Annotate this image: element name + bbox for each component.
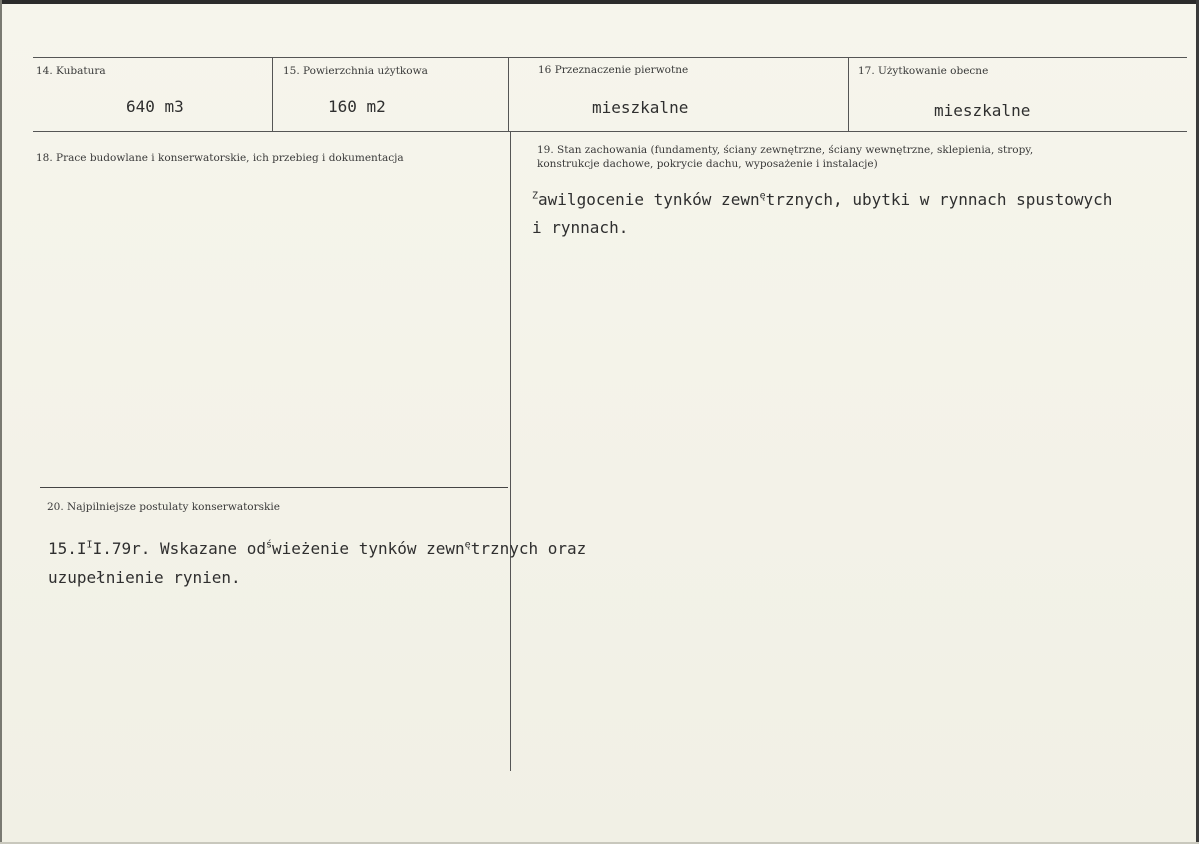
field-20-text-b: wieżenie tynków zewn	[272, 539, 465, 558]
field-17-label: 17. Użytkowanie obecne	[858, 65, 989, 77]
field-20-date-prefix: 15.I	[48, 539, 87, 558]
field-20-date-suffix: I.79r.	[92, 539, 151, 558]
field-18-label: 18. Prace budowlane i konserwatorskie, ich przebieg i dokumentacja	[36, 152, 404, 164]
field-20-text-line1	[48, 539, 586, 559]
field-19-text-end: trznych, ubytki w rynnach spustowych	[765, 190, 1113, 209]
card-left-edge	[0, 0, 2, 844]
field-19-label-line2: konstrukcje dachowe, pokrycie dachu, wyposażenie i instalacje)	[537, 158, 878, 170]
field-20-text-a: Wskazane od	[160, 539, 266, 558]
field-16-value: mieszkalne	[592, 98, 689, 117]
top-row-rule	[33, 57, 1187, 58]
field-19-label-line1: 19. Stan zachowania (fundamenty, ściany zewnętrzne, ściany wewnętrzne, sklepienia, stropy,	[537, 144, 1034, 156]
middle-row-rule	[33, 131, 1187, 132]
field-20-label: 20. Najpilniejsze postulaty konserwatorskie	[47, 501, 280, 513]
field-16-label: 16 Przeznaczenie pierwotne	[538, 64, 689, 76]
field-20-correction-2: ę	[464, 539, 471, 551]
field-19-text-line2: i rynnach.	[532, 218, 629, 237]
field-20-text-line2: uzupełnienie rynien.	[48, 568, 241, 587]
field-19-text-line1	[532, 190, 1112, 210]
field-19-first-letter: Z	[532, 190, 539, 202]
field-20-correction-1: ś	[265, 539, 272, 551]
divider-16-17	[848, 57, 849, 131]
section-20-rule	[40, 487, 508, 488]
card-top-edge	[0, 0, 1199, 4]
divider-18-19	[510, 131, 511, 771]
divider-15-16	[508, 57, 509, 131]
field-20-date-sup: I	[86, 539, 93, 551]
divider-14-15	[272, 57, 273, 131]
field-19-text-part: awilgocenie tynków zewn	[538, 190, 760, 209]
field-20-text-c: trznych oraz	[470, 539, 587, 558]
field-19-correction: ę	[759, 190, 766, 202]
field-14-label: 14. Kubatura	[36, 65, 106, 77]
field-17-value: mieszkalne	[934, 101, 1031, 120]
field-15-label: 15. Powierzchnia użytkowa	[283, 65, 428, 77]
field-14-value: 640 m3	[126, 97, 184, 116]
field-15-value: 160 m2	[328, 97, 386, 116]
